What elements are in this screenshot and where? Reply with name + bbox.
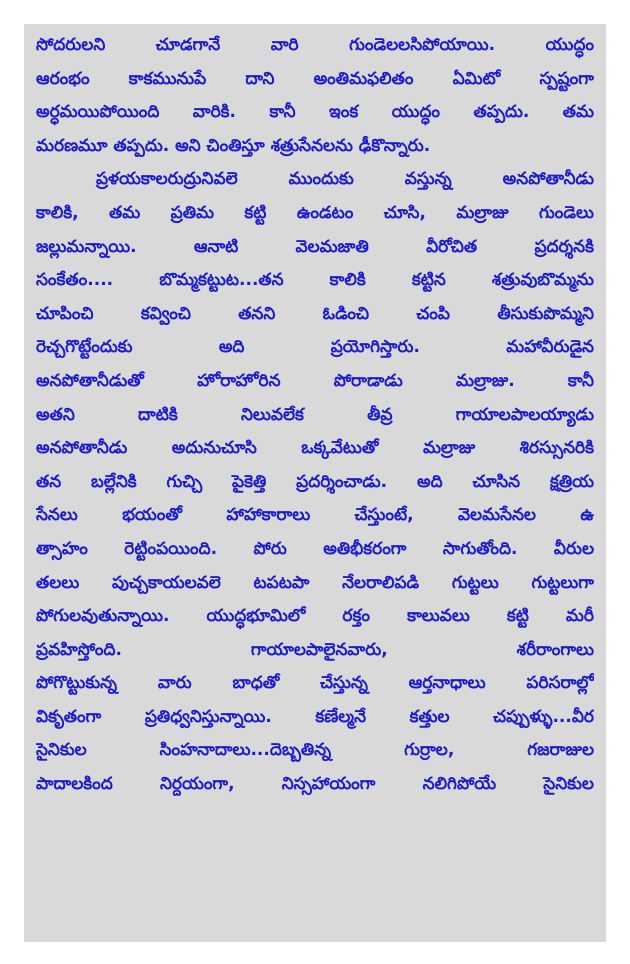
word: ప్రదర్శించాడు.	[296, 471, 388, 492]
word: సంకేతం....	[36, 270, 114, 291]
word: తనని	[238, 303, 276, 324]
word: ప్రవహిస్తోంది.	[36, 639, 122, 660]
word: కవ్వించి	[140, 303, 191, 324]
word: కానీ	[567, 370, 594, 391]
word: జల్లుమన్నాయి.	[36, 236, 137, 257]
word: క్షత్రియ	[549, 471, 594, 492]
word: ఒక్కవేటుతో	[301, 438, 379, 459]
word: కానీ	[269, 102, 296, 123]
word: హాహాకారాలు	[226, 505, 311, 526]
word: ప్రళయకాలరుద్రునివలె	[96, 169, 238, 190]
word: గుట్టలు	[451, 572, 499, 593]
text-line	[36, 600, 594, 634]
word: రెచ్చగొట్టేందుకు	[36, 337, 133, 358]
text-line	[36, 29, 594, 63]
word: వారికి.	[192, 102, 236, 123]
word: ప్రతిమ	[170, 202, 214, 223]
word: నిస్సహాయంగా	[281, 774, 376, 795]
word: గుచ్చి	[166, 471, 203, 492]
word: గజరాజుల	[527, 740, 594, 761]
text-line	[36, 667, 594, 701]
word: మహావీరుడైన	[506, 337, 594, 358]
word: చూడగానే	[155, 35, 221, 55]
word: వికృతంగా	[36, 706, 102, 727]
word: మల్రాజు	[422, 438, 476, 459]
word: ముందుకు	[288, 169, 354, 190]
word: టపటపా	[253, 572, 310, 593]
word: గుట్టలుగా	[531, 572, 594, 593]
word: నిర్దయంగా,	[159, 774, 235, 795]
word: దాటికి	[138, 404, 178, 425]
text-line	[36, 466, 594, 500]
word: పరిసరాల్లో	[526, 673, 594, 694]
word: రక్తం	[342, 606, 370, 627]
word: గుర్రాల,	[404, 740, 455, 761]
word: తప్పదు.	[473, 102, 530, 123]
word: మల్రాజు	[456, 202, 509, 223]
word: హోరాహోరిన	[197, 370, 281, 391]
word: కాలువలు	[407, 606, 470, 627]
text-line	[36, 399, 594, 433]
word: వీరోచిత	[426, 236, 478, 257]
word: రెట్టింపయింది.	[124, 538, 218, 559]
word: కాలికి	[329, 270, 366, 291]
text-line	[36, 231, 594, 265]
word: కణేల్మనే	[315, 706, 367, 727]
text-line	[36, 701, 594, 735]
word: ఆర్తనాధాలు	[408, 673, 486, 694]
word: గుండెలలసిపోయాయి.	[349, 35, 496, 55]
word: సోదరులని	[36, 35, 106, 55]
word: చూపించి	[36, 303, 94, 324]
word: వారి	[270, 35, 299, 55]
word: అతిభీకరంగా	[323, 538, 407, 559]
word: అర్ధమయిపోయింది	[36, 102, 160, 123]
text-line	[36, 63, 594, 97]
text-line	[36, 365, 594, 399]
text-line	[36, 96, 594, 130]
word: కాకమునుపే	[128, 68, 207, 89]
word: చప్పుళ్ళు...వీర	[493, 706, 594, 727]
word: కట్టి	[244, 202, 267, 223]
document-page	[24, 24, 606, 942]
word: చూసిన	[472, 471, 521, 492]
word: పైకెత్తి	[232, 471, 267, 492]
word: పోరాడాడు	[333, 370, 403, 391]
word: పోగొట్టుకున్న	[36, 673, 118, 694]
word: చేస్తుంటే,	[354, 505, 414, 526]
word: భయంతో	[122, 505, 183, 526]
word: ఏమిటో	[452, 68, 501, 89]
text-line	[36, 734, 594, 768]
text-line	[36, 264, 594, 298]
word: సాగుతోంది.	[442, 538, 518, 559]
word: సైనికుల	[36, 740, 87, 761]
word: యుద్ధభూమిలో	[206, 606, 306, 627]
word: శిరస్సునరికి	[519, 438, 594, 459]
text-line	[36, 567, 594, 601]
text-line	[36, 432, 594, 466]
word: చేస్తున్న	[320, 673, 368, 694]
word: చూసి,	[383, 202, 426, 223]
word: బాధతో	[232, 673, 280, 694]
word: అనపోతానీడు	[502, 169, 594, 190]
word: వెలమసేనల	[457, 505, 536, 526]
word: అతని	[36, 404, 75, 425]
word: సేనలు	[36, 505, 78, 526]
word: పోగులవుతున్నాయి.	[36, 606, 170, 627]
word: నలిగిపోయే	[422, 774, 497, 795]
text-line	[36, 298, 594, 332]
word: స్పష్టంగా	[539, 68, 594, 89]
word: గుండెలు	[539, 202, 594, 223]
word: బొమ్మకట్టుట...తన	[159, 270, 284, 291]
word: అదునుచూసి	[171, 438, 257, 459]
word: ప్రయోగిస్తారు.	[330, 337, 420, 358]
text-line	[36, 634, 594, 668]
word: పాదాలకింద	[36, 774, 113, 795]
word: ఉ	[580, 505, 594, 526]
word: అది	[417, 471, 443, 492]
word: ఉండటం	[296, 202, 354, 223]
word: గాయాలపాలయ్యాడు	[455, 404, 594, 425]
word: పోరు	[253, 538, 287, 559]
word: కట్టిన	[411, 270, 446, 291]
word: శరీరాంగాలు	[516, 639, 594, 660]
word: మరీ	[565, 606, 594, 627]
text-line	[36, 197, 594, 231]
text-line	[36, 163, 594, 197]
word: తీసుకుపొమ్మని	[497, 303, 594, 324]
word: చంపి	[416, 303, 451, 324]
word: తమ	[108, 202, 141, 223]
word: ప్రదర్శనకి	[534, 236, 594, 257]
text-line: మరణమూ తప్పదు. అని చింతిస్తూ శత్రుసేనలను ఢీకొన్నారు.	[36, 135, 431, 156]
word: ఓడించి	[322, 303, 370, 324]
word: ఇంక	[329, 102, 359, 123]
word: వారు	[157, 673, 192, 694]
word: తలలు	[36, 572, 80, 593]
word: కాలికి,	[36, 202, 79, 223]
word: ఆరంభం	[36, 68, 90, 89]
word: గాయాలపాలైనవారు,	[250, 639, 388, 660]
word: నిలువలేక	[240, 404, 304, 425]
word: శత్రువుబొమ్మను	[491, 270, 594, 291]
word: కత్తుల	[409, 706, 450, 727]
word: సైనికుల	[543, 774, 594, 795]
word: కట్టి	[506, 606, 529, 627]
word: బల్లేనికి	[91, 471, 137, 492]
word: అది	[218, 337, 245, 358]
word: త్సాహం	[36, 538, 88, 559]
word: నేలరాలిపడి	[342, 572, 420, 593]
word: వీరుల	[553, 538, 594, 559]
word: తన	[36, 471, 62, 492]
word: ప్రతిధ్వనిస్తున్నాయి.	[144, 706, 272, 727]
word: సింహనాదాలు...దెబ్బతిన్న	[159, 740, 332, 761]
text-line	[36, 331, 594, 365]
word: యుద్ధం	[545, 35, 594, 55]
text-line	[36, 499, 594, 533]
text-line	[36, 768, 594, 802]
word: తమ	[562, 102, 594, 123]
word: అంతిమఫలితం	[313, 68, 414, 89]
word: వస్తున్న	[404, 169, 452, 190]
word: అనపోతానీడు	[36, 438, 128, 459]
word: ఆనాటి	[193, 236, 239, 257]
word: యుద్ధం	[391, 102, 441, 123]
word: వెలమజాతి	[295, 236, 369, 257]
word: పుచ్చకాయలవలె	[111, 572, 221, 593]
word: అనపోతానీడుతో	[36, 370, 144, 391]
word: తీవ్ర	[367, 404, 393, 425]
word: దాని	[245, 68, 275, 89]
text-line	[36, 533, 594, 567]
word: మల్రాజు.	[455, 370, 515, 391]
